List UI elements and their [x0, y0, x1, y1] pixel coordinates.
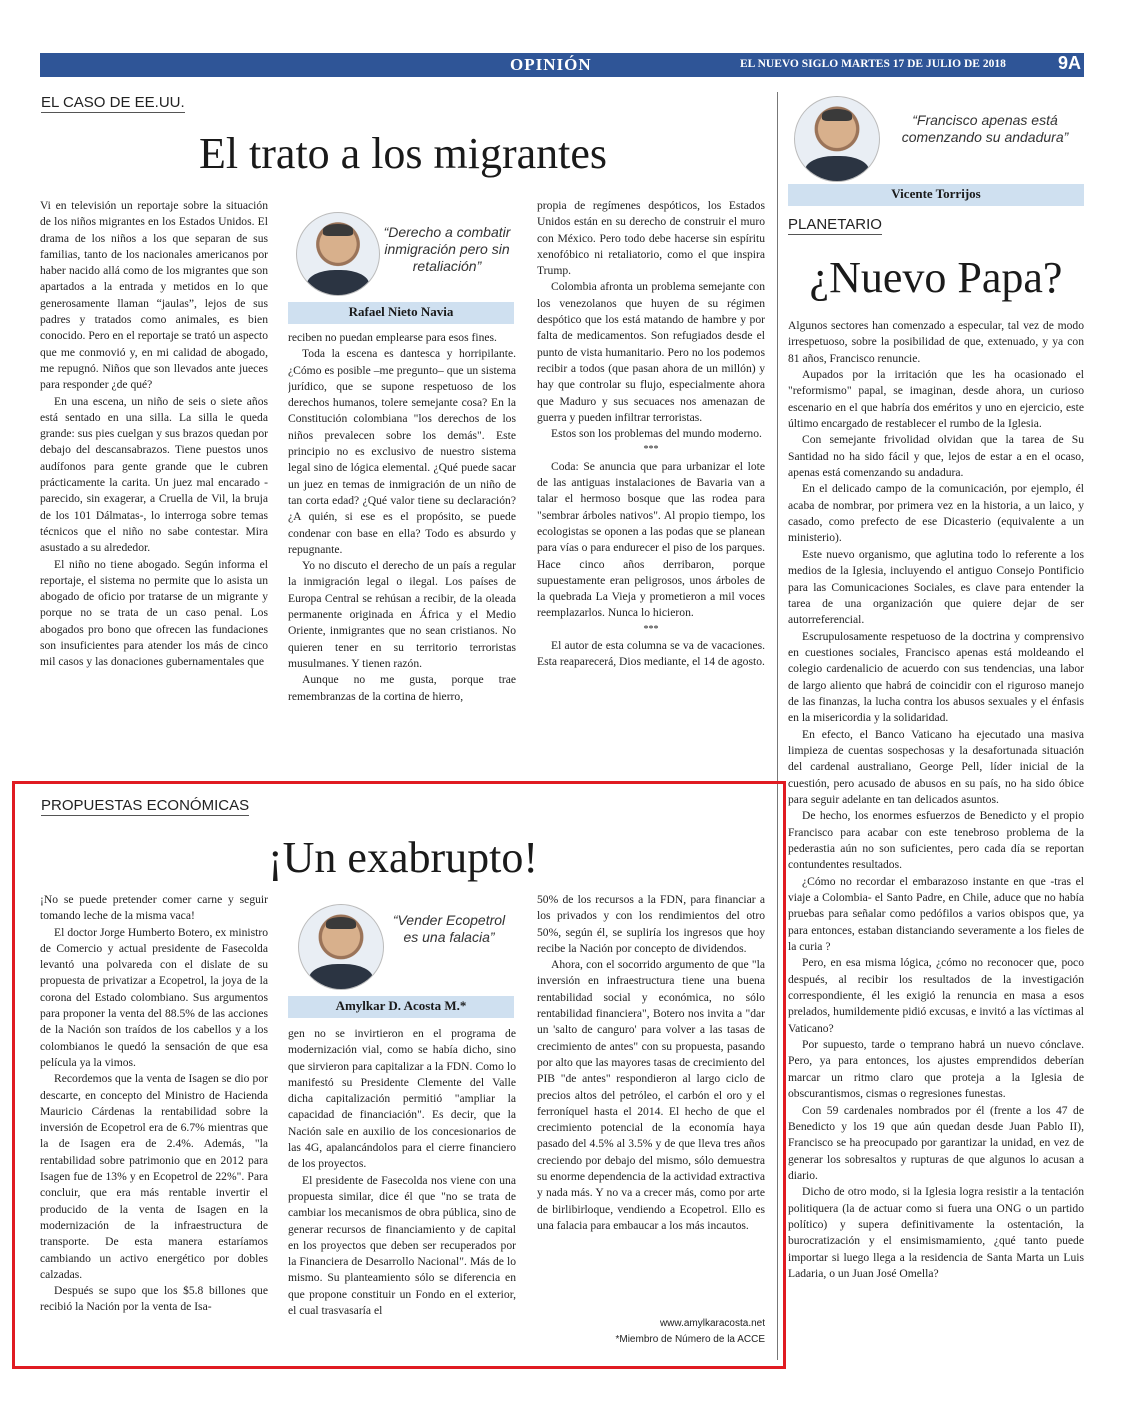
article2-column-3: [537, 892, 765, 1312]
author-photo-vicente: [794, 96, 880, 182]
article1-column-1: [40, 198, 268, 772]
article2-paragraph: El doctor Jorge Humberto Botero, ex ministro de Comercio y actual presidente de Fasecolda levantó una polvareda con el dislate de su propuesta de privatizar a Ecopetrol, la joya de la corona del Estado colombiano. Sus argumentos para proponer la venta del 88.5% de las acciones de la Nación son traídos de los cabellos y a los colombianos le quedó la sensación de que esa película ya la vimos.: [40, 925, 268, 1069]
article1-paragraph: En una escena, un niño de seis o siete años está sentado en una silla. La silla le queda grande: sus pies cuelgan y sus brazos quedan por debajo del descansabrazos. Tiene puestos unos audífonos para gente grande que le cubren prácticamente la carita. Un juez mal encarado -parecido, sin exagerar, a Cruella de Vil, la bruja de los 101 Dálmatas-, lo interroga sobre temas técnicos que el niño no sabe contestar. Mira asustado a su alrededor.: [40, 394, 268, 555]
article1-column-2: [288, 330, 516, 772]
article1-paragraph: Coda: Se anuncia que para urbanizar el lote de las antiguas instalaciones de Bavaria van a talar el hermoso bosque que las rodea para "sembrar árboles nativos". Al propio tiempo, los ecologistas se oponen a las podas que se planean para vías o para endurecer el piso de los parques. Hace cinco años derribaron, porque supuestamente eran peligrosos, unos árboles de la quebrada La Vieja y prometieron a mil voces reemplazarlos. Nunca lo hicieron.: [537, 459, 765, 620]
article1-pull-quote: “Derecho a combatir inmigración pero sin retaliación”: [383, 224, 511, 274]
article3-title: ¿Nuevo Papa?: [809, 253, 1063, 302]
article1-paragraph: El niño no tiene abogado. Según informa el reportaje, el sistema no permite que lo asista un abogado de oficio por tratarse de un migrante y porque no se trata de un caso penal. Los abogados pro bono que ofrecen las fundaciones son insuficientes para atender los más de cinco mil casos y las donaciones gubernamentales que: [40, 557, 268, 669]
article1-kicker: EL CASO DE EE.UU.: [41, 94, 185, 111]
author-photo-amylkar: [298, 904, 384, 990]
article2-column-1: [40, 892, 268, 1358]
article3-paragraph: Por supuesto, tarde o temprano habrá un nuevo cónclave. Pero, ya para entonces, los ajustes emprendidos deberían marcar un ritmo claro que proteja a la Iglesia de obscurantismos, cismas o regresiones funestas.: [788, 1038, 1084, 1101]
article1-paragraph: El autor de esta columna se va de vacaciones. Esta reaparecerá, Dios mediante, el 14 de agosto.: [537, 639, 765, 669]
page-number: 9A: [1058, 53, 1082, 73]
article1-paragraph: reciben no puedan emplearse para esos fines.: [288, 331, 497, 344]
article3-paragraph: Algunos sectores han comenzado a especular, tal vez de modo irrespetuoso, sobre la posibilidad de que, extenuado, y ya con 81 años, Francisco renuncie.: [788, 319, 1084, 365]
author-photo-rafael: [296, 212, 380, 296]
article1-quote-box: [288, 206, 514, 326]
article3-paragraph: Este nuevo organismo, que aglutina todo lo referente a los medios de la Iglesia, incluyendo el antiguo Consejo Pontificio para las Comunicaciones Sociales, es clave para entender la tarea de una organización que quiere dejar de ser autorreferencial.: [788, 547, 1084, 627]
article3-paragraph: ¿Cómo no recordar el embarazoso instante en que -tras el viaje a Colombia- el Santo Padre, en Chile, aduce que no había pruebas para señalar como pedófilos a varios obispos que, ya para entonces, estaban distanciando severamente a los fieles de la curia ?: [788, 874, 1084, 954]
article3-pull-quote: “Francisco apenas está comenzando su andadura”: [901, 112, 1069, 145]
article1-paragraph: Estos son los problemas del mundo moderno.: [551, 427, 762, 441]
article3-quote-box: [788, 94, 1084, 206]
article2-paragraph: Después se supo que los $5.8 billones que recibió la Nación por la venta de Isa-: [40, 1284, 268, 1314]
article3-column: [788, 318, 1084, 1362]
article1-paragraph: Yo no discuto el derecho de un país a regular la inmigración legal o ilegal. Los países de Europa Central se rehúsan a recibir, de la oleada permanente originada en África y el Medio Oriente, inmigrantes que no sean cristianos. No quieren tener en su territorio terroristas musulmanes. Y tienen razón.: [288, 559, 516, 670]
section-name: OPINIÓN: [510, 55, 592, 74]
article2-paragraph: 50% de los recursos a la FDN, para financiar a los privados y con los rendimientos del otro 50%, según él, se supliría los ingresos que hoy recibe la Nación por concepto de dividendos.: [537, 893, 765, 955]
edition-line: EL NUEVO SIGLO MARTES 17 DE JULIO DE 2018: [740, 58, 1006, 70]
article3-paragraph: En efecto, el Banco Vaticano ha ejecutado una masiva limpieza de cuentas sospechosas y la desafortunada situación del cardenal australiano, George Pell, líder inicial de la cuestión, pero acusado de abusos en su país, no ha sido óbice para seguir adelante en tan delicados asuntos.: [788, 727, 1084, 806]
article2-quote-box: [288, 898, 514, 1020]
article2-title: ¡Un exabrupto!: [267, 833, 538, 882]
article1-paragraph: Vi en televisión un reportaje sobre la situación de los niños migrantes en los Estados Unidos. El drama de los niños a los que separan de sus familias, tanto de los nacionales americanos por haber nacido allá como de los migrantes que son apartados a la entrada y metidos en lo que generosamente llaman “jaulas”, lejos de sus padres y tratados como animales, es bien conocido. Pero en el reportaje se trató un aspecto que me conmovió y, en mi calidad de abogado, me repugnó. Niños que son llevados ante jueces para responder ¿de qué?: [40, 199, 268, 392]
author-website: www.amylkaracosta.net: [659, 1318, 765, 1329]
article3-paragraph: Dicho de otro modo, si la Iglesia logra resistir a la tentación politiquera (la de actuar como si fuera una ONG o un partido político) y supera definitivamente la ostentación, la burocratización y el ensimismamiento, ¿qué tanto puede importar si luego llega a la residencia de Santa Marta un Luis Ladaria, o un Juan José Omella?: [788, 1185, 1084, 1280]
article1-paragraph: Colombia afronta un problema semejante con los venezolanos que huyen de su régimen despótico que los está matando de hambre y por falta de medicamentos. Son refugiados desde el punto de vista humanitario. Pero no los podemos recibir a todos (que pasan ahora de un millón) y hay que controlar su flujo, especialmente ahora que Maduro y sus secuaces nos amenazan de guerra y pueden infiltrar terroristas.: [537, 280, 765, 424]
article3-paragraph: Aupados por la irritación que les ha ocasionado el "reformismo" papal, se imaginan, desde ahora, un curioso escenario en el que habría dos eméritos y uno en ejercicio, este último encargado de restablecer el rumbo de la Iglesia.: [788, 368, 1084, 431]
article3-author-name: Vicente Torrijos: [788, 184, 1084, 206]
article2-paragraph: Recordemos que la venta de Isagen se dio por descarte, en concepto del Ministro de Hacienda Mauricio Cárdenas la rentabilidad sobre la inversión de Ecopetrol era de 6.7% mientras que la de Isagen era de 2.4%. Además, "la rentabilidad sobre patrimonio que en 2012 para Isagen fue de 13% y en Ecopetrol de 22%". Para concluir, que era más rentable invertir el producido de la venta de Isagen en la modernización de la infraestructura de transporte. De esta manera estaríamos cambiando un activo energético por dobles calzadas.: [40, 1072, 268, 1281]
article1-column-3: [537, 198, 765, 772]
article2-paragraph: Ahora, con el socorrido argumento de que "la inversión en infraestructura tiene una buena rentabilidad social y económica, no sólo rentabilidad financiera", Botero nos invita a "dar un 'salto de canguro' para volver a las tasas de crecimiento de antes" con su propuesta, pasando por alto que las mayores tasas de crecimiento del PIB "de antes" respondieron al largo ciclo de precios altos del petróleo, el carbón el oro y el ferroníquel hasta el 2014. El hecho de que el crecimiento potencial de la economía haya pasado del 4.5% al 3.5% y de que lleva tres años creciendo por debajo del mismo, sólo demuestra su enorme dependencia de la actividad extractiva y nada más. Y no va a crecer más, como por arte de birlibirloque, vendiendo a Ecopetrol. Ello es una falacia para embaucar a los más incautos.: [537, 958, 765, 1232]
article2-paragraph: ¡No se puede pretender comer carne y seguir tomando leche de la misma vaca!: [40, 893, 268, 923]
article1-paragraph: Toda la escena es dantesca y horripilante. ¿Cómo es posible –me pregunto– que un sistema jurídico, que se supone respetuoso de los derechos humanos, tolere semejante cosa? En la Constitución colombiana "los derechos de los niños prevalecen sobre los demás". Este principio no es exclusivo de nuestro sistema legal sino de lógica elemental. ¿Qué puede sacar un juez en temas de inmigración de un niño de tan corta edad? ¿Qué valor tiene su declaración? ¿A quién, si ese es el propósito, se puede condenar con base en ella? Todo es absurdo y repugnante.: [288, 347, 516, 556]
article1-paragraph: propia de regímenes despóticos, los Estados Unidos están en su derecho de construir el muro con México. Pero todo debe hacerse sin espíritu xenofóbico ni retaliatorio, como el que inspira Trump.: [537, 199, 765, 278]
article2-paragraph: El presidente de Fasecolda nos viene con una propuesta similar, dice él que "no se trata de cambiar los mecanismos de obra pública, sino de generar recursos de financiamiento y de capital en los proyectos que deben ser recuperados por la Financiera de Desarrollo Nacional". Más de lo mismo. Su planteamiento sólo se diferencia en que propone constituir un Fondo en el exterior, el cual trasvasaría el: [288, 1173, 516, 1318]
article1-title: El trato a los migrantes: [198, 129, 608, 178]
article2-author-name: Amylkar D. Acosta M.*: [288, 996, 514, 1018]
article2-kicker: PROPUESTAS ECONÓMICAS: [41, 797, 250, 814]
article3-kicker: PLANETARIO: [788, 216, 882, 233]
separator: ***: [643, 444, 659, 456]
article3-paragraph: Con semejante frivolidad olvidan que la tarea de Su Santidad no ha sido fácil y que, lejos de estar a en el ocaso, apenas está comenzando su andadura.: [788, 433, 1084, 480]
article3-paragraph: Escrupulosamente respetuoso de la doctrina y comprensivo en cuestiones sociales, Francisco apenas está moldeando el colegio cardenalicio de acuerdo con sus tendencias, una labor de largo aliento que habrá de coincidir con el riguroso manejo de las finanzas, la lucha contra los abusos sexuales y el énfasis en la misericordia y la solidaridad.: [788, 629, 1084, 725]
separator: ***: [643, 623, 659, 635]
article2-pull-quote: “Vender Ecopetrol es una falacia”: [392, 912, 506, 945]
article2-column-2: [288, 1026, 516, 1358]
article3-paragraph: Con 59 cardenales nombrados por él (frente a los 47 de Benedicto y los 19 que aún quedan desde Juan Pablo II), Francisco se ha preocupado por garantizar la unidad, en vez de generar los sobresaltos y rupturas de que algunos lo acusan a diario.: [788, 1103, 1084, 1182]
article2-paragraph: gen no se invirtieron en el programa de modernización vial, como se había dicho, sino que sirvieron para capitalizar a la FDN. Como lo manifestó su Presidente Clemente del Valle dicha capitalización permitió "ampliar la capacidad de financiación". Es decir, que la Nación sale en auxilio de los concesionarios de las 4G, apalancándolos para el cierre financiero de los proyectos.: [288, 1027, 516, 1171]
article3-paragraph: De hecho, los enormes esfuerzos de Benedicto y el propio Francisco para acabar con este tenebroso problema de la pederastia aún no son suficientes, pero cada día se reportan contundentes resultados.: [788, 809, 1084, 872]
author-footnote: *Miembro de Número de la ACCE: [615, 1334, 765, 1345]
article3-paragraph: Pero, en esa misma lógica, ¿cómo no reconocer que, poco después, al recibir los resultados de la investigación correspondiente, él les exigió la renuncia en masa a esos prelados, humildemente pidió excusas, e invitó a las víctimas al Vaticano?: [788, 956, 1084, 1035]
article1-paragraph: Aunque no me gusta, porque trae remembranzas de la cortina de hierro,: [288, 673, 516, 703]
article1-author-name: Rafael Nieto Navia: [288, 302, 514, 324]
article3-paragraph: En el delicado campo de la comunicación, por ejemplo, él acaba de nombrar, por primera vez en la historia, a un laico, y casado, como prefecto de ese Dicasterio (equivalente a un ministerio).: [788, 482, 1084, 545]
